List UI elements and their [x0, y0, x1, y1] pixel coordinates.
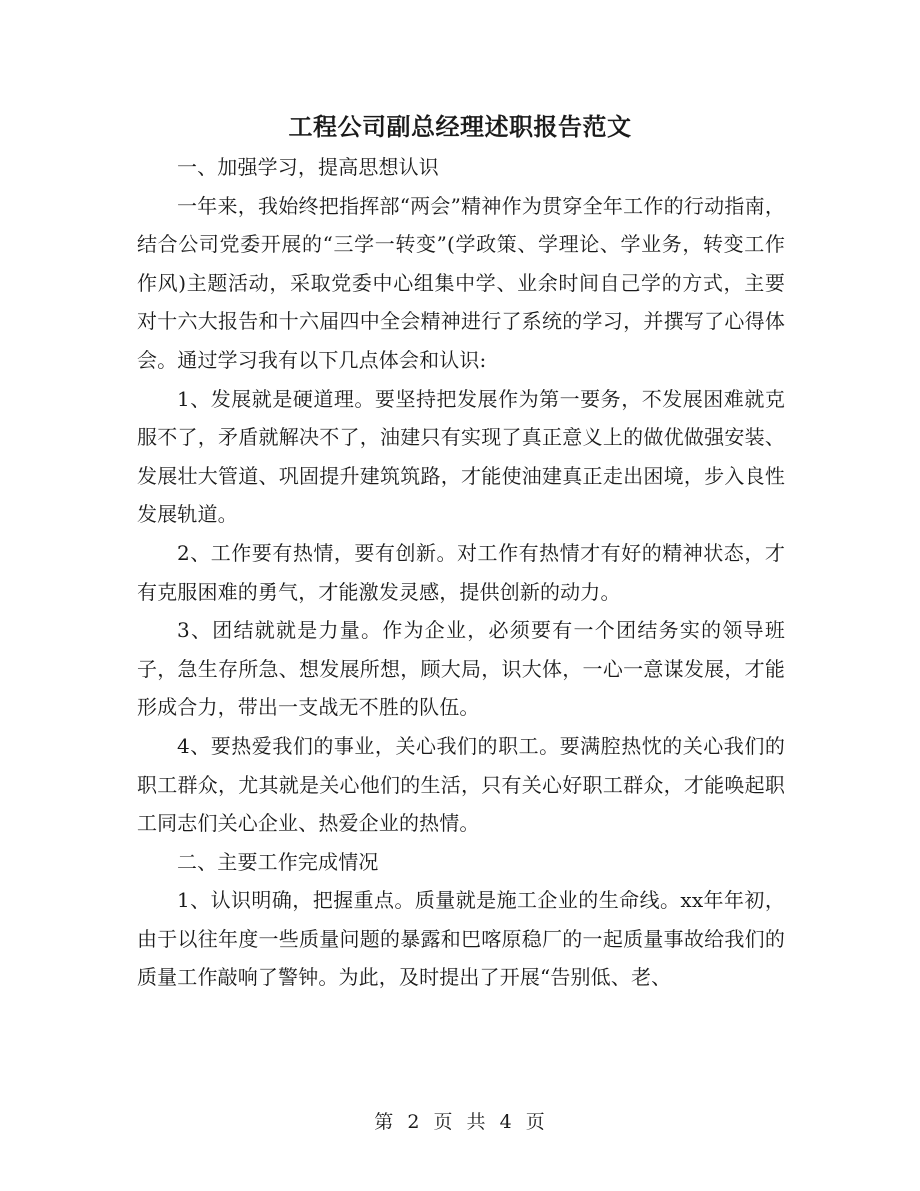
body-paragraph: 4、要热爱我们的事业，关心我们的职工。要满腔热忱的关心我们的职工群众，尤其就是关心他们的生活，只有关心好职工群众，才能唤起职工同志们关心企业、热爱企业的热情。 [137, 733, 785, 836]
current-page-number: 2 [407, 1111, 421, 1133]
body-paragraph: 3、团结就就是力量。作为企业，必须要有一个团结务实的领导班子，急生存所急、想发展所想，顾大局，识大体，一心一意谋发展，才能形成合力，带出一支战无不胜的队伍。 [137, 618, 785, 720]
footer-suffix: 页 [525, 1111, 546, 1133]
body-paragraph: 一年来，我始终把指挥部“两会”精神作为贯穿全年工作的行动指南，结合公司党委开展的“三学一转变”(学政策、学理论、学业务，转变工作作风)主题活动，采取党委中心组集中学、业余时间自己学的方式，主要对十六大报告和十六届四中全会精神进行了系统的学习，并撰写了心得体会。通过学习我有以下几点体会和认识: [137, 193, 785, 372]
section-heading: 二、主要工作完成情况 [177, 849, 379, 874]
total-pages-number: 4 [499, 1111, 513, 1133]
page-footer [0, 1107, 920, 1137]
body-paragraph: 1、发展就是硬道理。要坚持把发展作为第一要务，不发展困难就克服不了，矛盾就解决不了，油建只有实现了真正意义上的做优做强安装、发展壮大管道、巩固提升建筑筑路，才能使油建真正走出困境，步入良性发展轨道。 [137, 386, 785, 527]
document-title: 工程公司副总经理述职报告范文 [288, 112, 632, 141]
footer-page-word: 页 [433, 1111, 454, 1133]
footer-total-word: 共 [466, 1111, 487, 1133]
body-paragraph: 2、工作要有热情，要有创新。对工作有热情才有好的精神状态，才有克服困难的勇气，才能激发灵感，提供创新的动力。 [137, 540, 785, 604]
footer-prefix: 第 [374, 1111, 395, 1133]
section-heading: 一、加强学习，提高思想认识 [177, 155, 439, 179]
document-body [137, 148, 785, 997]
body-paragraph: 1、认识明确，把握重点。质量就是施工企业的生命线。xx年年初，由于以往年度一些质量问题的暴露和巴喀原稳厂的一起质量事故给我们的质量工作敲响了警钟。为此，及时提出了开展“告别低、老、 [137, 888, 785, 990]
